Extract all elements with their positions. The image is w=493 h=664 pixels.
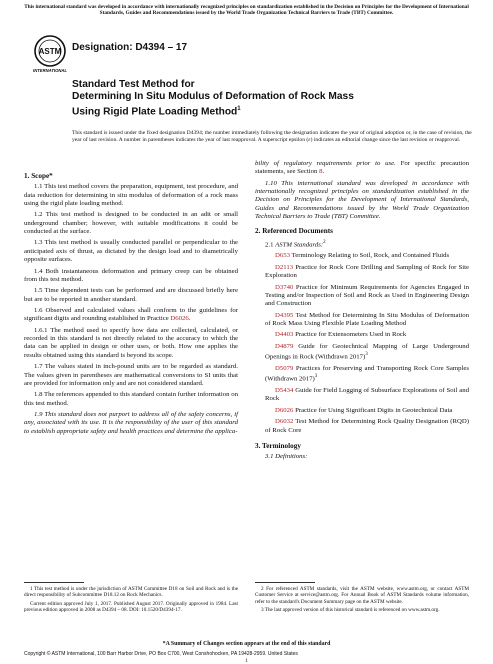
reference-title: Test Method for Determining Rock Quality Designation (RQD) of Rock Core <box>265 418 469 434</box>
reference-title: Guide for Geotechnical Mapping of Large Underground Openings in Rock (Withdrawn 2017) <box>265 342 469 361</box>
reference-code-link[interactable]: D5434 <box>275 386 294 394</box>
astm-standards-subheading: 2.1 ASTM Standards:$^2$ <box>265 239 326 248</box>
section-8-link[interactable]: 8 <box>319 168 323 176</box>
para-1-2: 1.2 This test method is designed to be conducted in an adit or small underground chamber; however, with suitable modifications it could be conducted at the surface. <box>24 211 238 235</box>
para-1-9-continued: bility of regulatory requirements prior to use. For specific precaution statements, see Section 8. <box>255 160 469 176</box>
reference-code-link[interactable]: D4879 <box>275 342 294 350</box>
reference-title: Terminology Relating to Soil, Rock, and Contained Fluids <box>290 252 450 260</box>
practice-d6026-link[interactable]: D6026 <box>170 315 189 323</box>
para-1-5: 1.5 Time dependent tests can be performed and are discussed briefly here but are to be reported in another standard. <box>24 287 238 303</box>
reference-footnote-mark: 3 <box>314 374 318 380</box>
scope-heading: 1. Scope* <box>24 172 53 180</box>
copyright-line: Copyright © ASTM International, 100 Barr Harbor Drive, PO Box C700, West Conshohocken, PA 19428-2959. United States <box>24 651 298 657</box>
tbt-notice: This international standard was developed in accordance with internationally recognized principles on standardization established in the Decision on Principles for the Development of International Standards, Guides and Recommendations issued by the World Trade Organization Technical Barriers to Trade (TBT) Committee. <box>24 4 469 17</box>
reference-item <box>255 343 469 362</box>
para-3-1: 3.1 Definitions: <box>265 453 308 461</box>
footnote-1: 1 This test method is under the jurisdiction of ASTM Committee D18 on Soil and Rock and is the direct responsibility of Subcommittee D18.12 on Rock Mechanics. <box>24 586 238 599</box>
reference-item <box>255 387 469 404</box>
footnote-1-edition: Current edition approved July 1, 2017. Published August 2017. Originally approved in 1984. Last previous edition approved in 2008 as D4394 – 08. DOI: 10.1520/D4394-17. <box>24 600 238 614</box>
reference-code-link[interactable]: D4403 <box>275 331 294 339</box>
footnote-divider-left <box>24 582 84 583</box>
reference-item <box>255 418 469 435</box>
reference-code-link[interactable]: D2113 <box>275 263 294 271</box>
astm-logo-icon <box>33 34 67 74</box>
reference-code-link[interactable]: D5079 <box>275 364 294 372</box>
page-number: 1 <box>245 658 248 664</box>
reference-item <box>255 312 469 329</box>
reference-code-link[interactable]: D6032 <box>275 418 294 426</box>
reference-title: Practice for Minimum Requirements for Agencies Engaged in Testing and/or Inspection of Soil and Rock as Used in Engineering Design and Construction <box>265 283 469 308</box>
reference-title: Practice for Rock Core Drilling and Sampling of Rock for Site Exploration <box>265 263 469 280</box>
reference-title: Practice for Using Significant Digits in Geotechnical Data <box>293 406 453 414</box>
designation: Designation: D4394 – 17 <box>72 42 188 53</box>
document-title <box>72 79 462 119</box>
title-line-1: Standard Test Method for <box>72 79 195 90</box>
reference-title: Test Method for Determining In Situ Modulus of Deformation of Rock Mass Using Flexible Plate Loading Method <box>265 311 469 327</box>
para-1-6: 1.6 Observed and calculated values shall conform to the guidelines for significant digits and rounding established in Practice D6026. <box>24 307 238 323</box>
reference-code-link[interactable]: D6026 <box>275 406 294 414</box>
para-1-3: 1.3 This test method is usually conducted parallel or perpendicular to the anticipated axis of thrust, as dictated by the design load and to diametrically opposite surfaces. <box>24 239 238 264</box>
reference-title: Practice for Extensometers Used in Rock <box>293 331 407 339</box>
reference-item <box>255 365 469 384</box>
footnote-divider-right <box>255 582 315 583</box>
reference-footnote-mark: 3 <box>365 352 368 358</box>
para-1-10: 1.10 This international standard was developed in accordance with internationally recognized principles on standardization established in the Decision on Principles for the Development of International Standards, Guides and Recommendations issued by the World Trade Organization Technical Barriers to Trade (TBT) Committee. <box>255 179 469 220</box>
left-column <box>24 170 238 439</box>
title-line-3: Using Rigid Plate Loading Method$^1$ <box>72 106 241 118</box>
reference-title: Practices for Preserving and Transporting Rock Core Samples (Withdrawn 2017) <box>265 364 469 383</box>
footnote-2: 2 For referenced ASTM standards, visit the ASTM website, www.astm.org, or contact ASTM Customer Service at service@astm.org. For Annual Book of ASTM Standards volume information, refer to the standard's Document Summary page on the ASTM website. <box>255 586 469 605</box>
reference-item <box>255 407 469 415</box>
svg-text:INTERNATIONAL: INTERNATIONAL <box>33 68 67 73</box>
title-line-2: Determining In Situ Modulus of Deformation of Rock Mass <box>72 91 354 103</box>
footnotes-right <box>255 586 469 616</box>
referenced-documents-heading: 2. Referenced Documents <box>255 227 333 236</box>
para-1-9: 1.9 This standard does not purport to address all of the safety concerns, if any, associated with its use. It is the responsibility of the user of this standard to establish appropriate safety and health practices and determine the applica- <box>24 411 238 435</box>
reference-code-link[interactable]: D3740 <box>275 283 294 291</box>
reference-item <box>255 264 469 281</box>
reference-code-link[interactable]: D4395 <box>275 311 294 319</box>
para-1-4: 1.4 Both instantaneous deformation and primary creep can be obtained from this test method. <box>24 267 238 283</box>
para-1-6-1: 1.6.1 The method used to specify how data are collected, calculated, or recorded in this standard is not directly related to the accuracy to which the data can be applied in design or other uses, or both. How one applies the results obtained using this standard is beyond its scope. <box>24 326 238 359</box>
para-1-8: 1.8 The references appended to this standard contain further information on this test method. <box>24 391 238 407</box>
reference-item <box>255 284 469 309</box>
reference-title: Guide for Field Logging of Subsurface Explorations of Soil and Rock <box>265 386 469 403</box>
para-1-7: 1.7 The values stated in inch-pound units are to be regarded as standard. The values given in parentheses are mathematical conversions to SI units that are provided for information only and are not considered standard. <box>24 363 238 387</box>
summary-of-changes-note: *A Summary of Changes section appears at the end of this standard <box>162 641 331 647</box>
issue-note: This standard is issued under the fixed designation D4394; the number immediately following the designation indicates the year of original adoption or, in the case of revision, the year of last revision. A number in parentheses indicates the year of last reapproval. A superscript epsilon (ε) indicates an editorial change since the last revision or reapproval. <box>72 130 472 143</box>
reference-code-link[interactable]: D653 <box>275 252 290 260</box>
terminology-heading: 3. Terminology <box>255 441 301 450</box>
footnotes-left <box>24 586 238 616</box>
svg-text:ASTM: ASTM <box>38 47 62 56</box>
reference-item <box>255 331 469 339</box>
para-1-1: 1.1 This test method covers the preparation, equipment, test procedure, and data reduction for determining in situ modulus of deformation of a rock mass using the rigid plate loading method. <box>24 183 238 207</box>
right-column <box>255 160 469 465</box>
title-footnote-mark: 1 <box>237 106 241 113</box>
reference-item <box>255 252 469 260</box>
footnote-3: 3 The last approved version of this historical standard is referenced on www.astm.org. <box>261 607 440 614</box>
reference-list <box>255 252 469 435</box>
